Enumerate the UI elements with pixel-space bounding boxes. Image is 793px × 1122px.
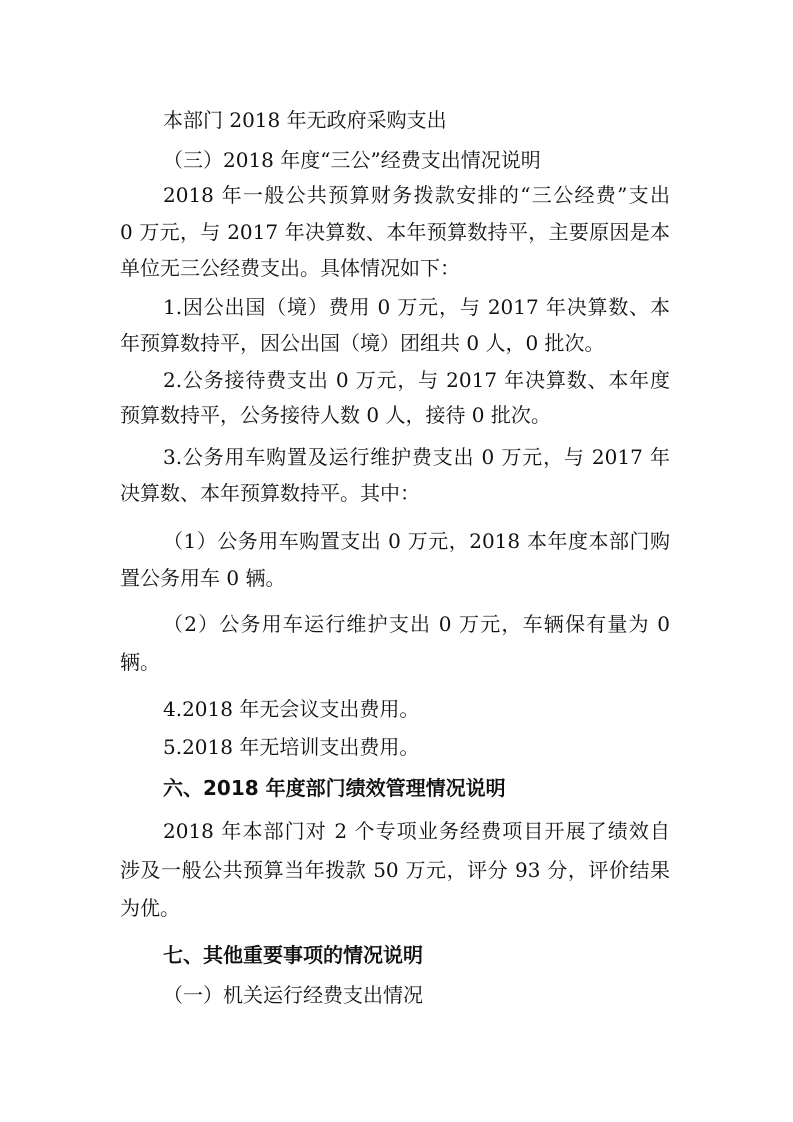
text-line: 为优。 (120, 896, 180, 920)
text-line: 单位无三公经费支出。具体情况如下： (120, 256, 460, 280)
text-line: 决算数、本年预算数持平。其中： (120, 481, 420, 505)
text-line-item-4: 4.2018 年无会议支出费用。 (163, 697, 420, 721)
text-line: 涉及一般公共预算当年拨款 50 万元，评分 93 分，评价结果 (120, 858, 670, 882)
text-line: 2018 年本部门对 2 个专项业务经费项目开展了绩效自 (163, 819, 670, 843)
text-line: 0 万元，与 2017 年决算数、本年预算数持平，主要原因是本 (120, 220, 670, 244)
text-line-item-3: 3.公务用车购置及运行维护费支出 0 万元，与 2017 年 (163, 445, 670, 469)
text-line: 辆。 (120, 650, 160, 674)
subsection-heading-three-public: （三）2018 年度“三公”经费支出情况说明 (163, 148, 541, 172)
text-line-item-5: 5.2018 年无培训支出费用。 (163, 735, 420, 759)
section-heading-performance: 六、2018 年度部门绩效管理情况说明 (163, 776, 506, 800)
text-line: 置公务用车 0 辆。 (120, 566, 286, 590)
subsection-heading-operating-expenses: （一）机关运行经费支出情况 (163, 983, 423, 1007)
text-line-item-2: 2.公务接待费支出 0 万元，与 2017 年决算数、本年度 (163, 368, 670, 392)
text-line: 年预算数持平，因公出国（境）团组共 0 人，0 批次。 (120, 331, 605, 355)
section-heading-other-matters: 七、其他重要事项的情况说明 (163, 943, 423, 967)
text-line: 预算数持平，公务接待人数 0 人，接待 0 批次。 (120, 403, 551, 427)
text-line-procurement: 本部门 2018 年无政府采购支出 (163, 108, 447, 132)
text-line-item-1: 1.因公出国（境）费用 0 万元，与 2017 年决算数、本 (163, 295, 670, 319)
text-line-subitem-2: （2）公务用车运行维护支出 0 万元，车辆保有量为 0 (163, 612, 670, 636)
text-line: 2018 年一般公共预算财务拨款安排的“三公经费”支出 (163, 183, 670, 207)
text-line-subitem-1: （1）公务用车购置支出 0 万元，2018 本年度本部门购 (163, 529, 670, 553)
